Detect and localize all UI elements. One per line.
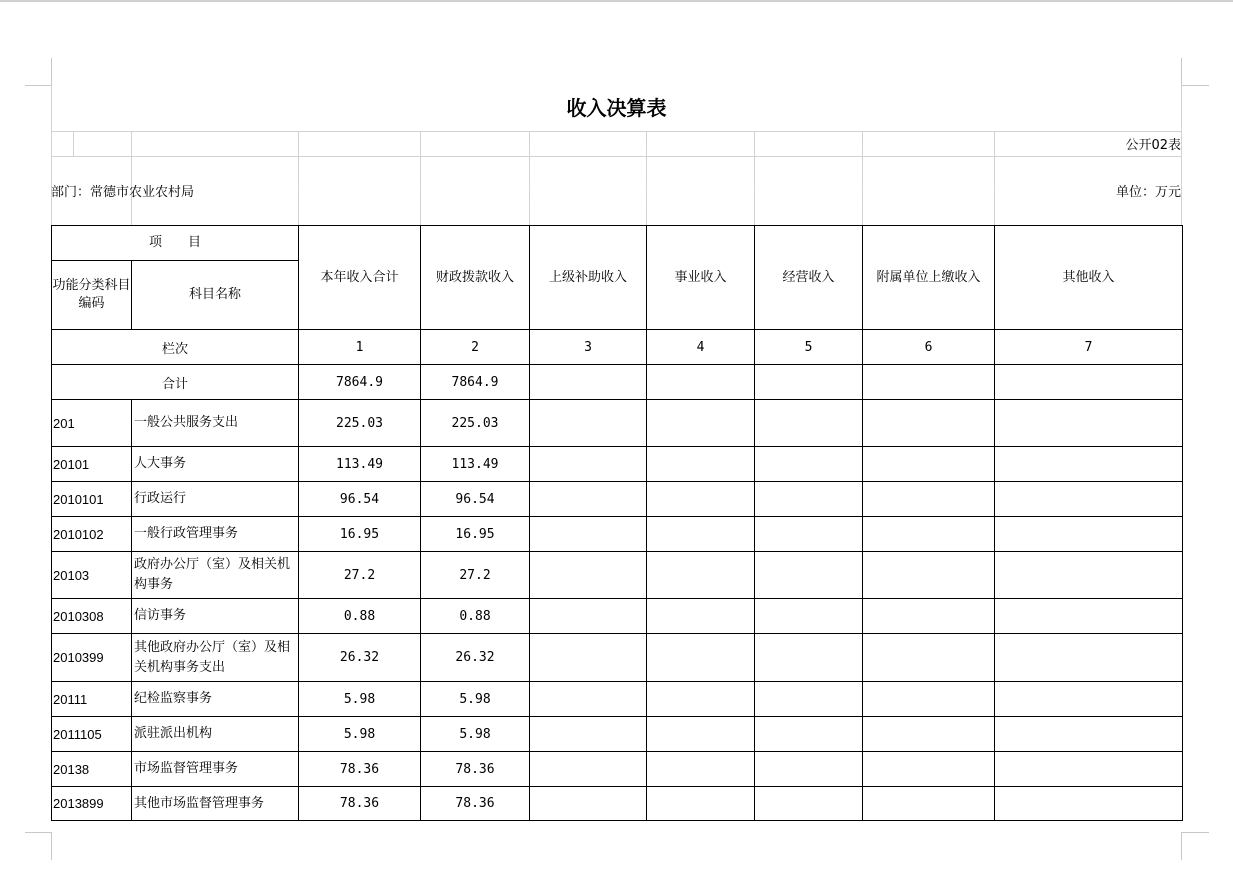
- total-income-value: 5.98: [299, 717, 421, 752]
- empty-cell: [530, 717, 647, 752]
- col-index: 5: [755, 330, 863, 365]
- empty-cell: [863, 717, 995, 752]
- subject-code: 2010102: [52, 517, 132, 552]
- empty-cell: [755, 717, 863, 752]
- crop-mark: [1182, 832, 1209, 833]
- subject-name: 一般公共服务支出: [132, 400, 299, 447]
- empty-cell: [863, 787, 995, 821]
- fiscal-value: 113.49: [421, 447, 530, 482]
- empty-cell: [647, 787, 755, 821]
- empty-cell: [530, 552, 647, 599]
- department-label: 部门：常德市农业农村局: [51, 185, 195, 200]
- empty-cell: [995, 552, 1183, 599]
- col-header-business: 事业收入: [647, 226, 755, 330]
- empty-cell: [647, 447, 755, 482]
- fiscal-value: 16.95: [421, 517, 530, 552]
- gridline: [51, 156, 1182, 157]
- col-header-superior-subsidy: 上级补助收入: [530, 226, 647, 330]
- table-row: [52, 599, 1183, 634]
- subject-code: 2011105: [52, 717, 132, 752]
- col-index: 6: [863, 330, 995, 365]
- empty-cell: [530, 599, 647, 634]
- table-row: [52, 787, 1183, 821]
- gridline: [754, 131, 755, 225]
- subject-name: 派驻派出机构: [132, 717, 299, 752]
- crop-mark: [25, 832, 52, 833]
- empty-cell: [995, 682, 1183, 717]
- empty-cell: [647, 517, 755, 552]
- total-income-value: 5.98: [299, 682, 421, 717]
- gridline: [646, 131, 647, 225]
- unit-label: 单位：万元: [1115, 185, 1181, 200]
- empty-cell: [995, 400, 1183, 447]
- gridline: [420, 131, 421, 225]
- empty-cell: [995, 599, 1183, 634]
- subject-code: 2010308: [52, 599, 132, 634]
- empty-cell: [530, 634, 647, 682]
- table-row: [52, 482, 1183, 517]
- form-number: 公开02表: [1125, 138, 1181, 153]
- gridline: [73, 131, 74, 156]
- subject-code: 20111: [52, 682, 132, 717]
- empty-cell: [755, 447, 863, 482]
- window-top-border: [0, 0, 1233, 2]
- gridline: [131, 131, 132, 225]
- empty-cell: [863, 517, 995, 552]
- empty-cell: [755, 752, 863, 787]
- table-row: [52, 682, 1183, 717]
- fiscal-value: 27.2: [421, 552, 530, 599]
- col-index: 3: [530, 330, 647, 365]
- empty-cell: [863, 634, 995, 682]
- table-row: [52, 517, 1183, 552]
- empty-cell: [647, 400, 755, 447]
- total-income-value: 26.32: [299, 634, 421, 682]
- col-header-operating: 经营收入: [755, 226, 863, 330]
- crop-mark: [51, 832, 52, 860]
- fiscal-value: 225.03: [421, 400, 530, 447]
- empty-cell: [995, 482, 1183, 517]
- empty-cell: [755, 400, 863, 447]
- total-income-value: 113.49: [299, 447, 421, 482]
- subject-name: 纪检监察事务: [132, 682, 299, 717]
- total-income-value: 225.03: [299, 400, 421, 447]
- table-row: [52, 634, 1183, 682]
- crop-mark: [25, 85, 52, 86]
- crop-mark: [1181, 58, 1182, 86]
- total-income-value: 7864.9: [299, 365, 421, 400]
- table-body: [52, 400, 1183, 821]
- col-index: 2: [421, 330, 530, 365]
- empty-cell: [755, 552, 863, 599]
- total-income-value: 0.88: [299, 599, 421, 634]
- empty-cell: [863, 400, 995, 447]
- empty-cell: [647, 365, 755, 400]
- row-index-label: 栏次: [52, 330, 299, 365]
- subject-code: 20138: [52, 752, 132, 787]
- subject-code: 2013899: [52, 787, 132, 821]
- income-table: [51, 225, 1183, 821]
- table-row: [52, 752, 1183, 787]
- empty-cell: [530, 365, 647, 400]
- subject-name: 信访事务: [132, 599, 299, 634]
- subject-code: 20103: [52, 552, 132, 599]
- gridline: [862, 131, 863, 225]
- subject-code: 2010399: [52, 634, 132, 682]
- subject-name: 行政运行: [132, 482, 299, 517]
- empty-cell: [530, 682, 647, 717]
- table-row: [52, 717, 1183, 752]
- col-header-total-income: 本年收入合计: [299, 226, 421, 330]
- name-col-header: 科目名称: [132, 261, 299, 330]
- empty-cell: [863, 752, 995, 787]
- fiscal-value: 78.36: [421, 787, 530, 821]
- empty-cell: [863, 482, 995, 517]
- empty-cell: [995, 365, 1183, 400]
- total-income-value: 78.36: [299, 787, 421, 821]
- table-row: [52, 552, 1183, 599]
- total-income-value: 27.2: [299, 552, 421, 599]
- crop-mark: [51, 58, 52, 86]
- code-col-header: 功能分类科目编码: [52, 261, 132, 330]
- empty-cell: [530, 787, 647, 821]
- fiscal-value: 96.54: [421, 482, 530, 517]
- subject-name: 其他市场监督管理事务: [132, 787, 299, 821]
- empty-cell: [647, 717, 755, 752]
- empty-cell: [863, 552, 995, 599]
- subject-name: 市场监督管理事务: [132, 752, 299, 787]
- table-row: [52, 447, 1183, 482]
- subject-name: 政府办公厅（室）及相关机构事务: [132, 552, 299, 599]
- total-label: 合计: [52, 365, 299, 400]
- total-fiscal-value: 7864.9: [421, 365, 530, 400]
- gridline: [51, 131, 1182, 132]
- empty-cell: [755, 599, 863, 634]
- gridline: [298, 131, 299, 225]
- gridline: [529, 131, 530, 225]
- empty-cell: [755, 482, 863, 517]
- subject-name: 一般行政管理事务: [132, 517, 299, 552]
- fiscal-value: 26.32: [421, 634, 530, 682]
- subject-name: 人大事务: [132, 447, 299, 482]
- empty-cell: [530, 447, 647, 482]
- col-index: 1: [299, 330, 421, 365]
- empty-cell: [647, 634, 755, 682]
- empty-cell: [863, 447, 995, 482]
- empty-cell: [755, 787, 863, 821]
- empty-cell: [995, 752, 1183, 787]
- col-header-other: 其他收入: [995, 226, 1183, 330]
- fiscal-value: 5.98: [421, 682, 530, 717]
- total-income-value: 96.54: [299, 482, 421, 517]
- col-header-affiliated: 附属单位上缴收入: [863, 226, 995, 330]
- crop-mark: [1182, 85, 1209, 86]
- empty-cell: [995, 634, 1183, 682]
- total-income-value: 78.36: [299, 752, 421, 787]
- empty-cell: [530, 482, 647, 517]
- table-row: [52, 400, 1183, 447]
- empty-cell: [863, 365, 995, 400]
- fiscal-value: 0.88: [421, 599, 530, 634]
- empty-cell: [995, 717, 1183, 752]
- gridline: [994, 131, 995, 225]
- empty-cell: [995, 447, 1183, 482]
- empty-cell: [863, 682, 995, 717]
- empty-cell: [530, 517, 647, 552]
- empty-cell: [530, 400, 647, 447]
- col-index: 4: [647, 330, 755, 365]
- fiscal-value: 5.98: [421, 717, 530, 752]
- empty-cell: [995, 517, 1183, 552]
- empty-cell: [755, 365, 863, 400]
- subject-code: 201: [52, 400, 132, 447]
- empty-cell: [647, 552, 755, 599]
- empty-cell: [530, 752, 647, 787]
- empty-cell: [755, 634, 863, 682]
- empty-cell: [647, 599, 755, 634]
- subject-code: 2010101: [52, 482, 132, 517]
- empty-cell: [755, 682, 863, 717]
- empty-cell: [647, 482, 755, 517]
- empty-cell: [647, 752, 755, 787]
- col-index: 7: [995, 330, 1183, 365]
- empty-cell: [755, 517, 863, 552]
- report-title: 收入决算表: [566, 96, 667, 120]
- fiscal-value: 78.36: [421, 752, 530, 787]
- subject-code: 20101: [52, 447, 132, 482]
- col-header-fiscal: 财政拨款收入: [421, 226, 530, 330]
- total-income-value: 16.95: [299, 517, 421, 552]
- empty-cell: [863, 599, 995, 634]
- subject-name: 其他政府办公厅（室）及相关机构事务支出: [132, 634, 299, 682]
- empty-cell: [647, 682, 755, 717]
- total-row: [52, 365, 1183, 400]
- crop-mark: [1181, 832, 1182, 860]
- empty-cell: [995, 787, 1183, 821]
- project-header: 项 目: [52, 226, 299, 261]
